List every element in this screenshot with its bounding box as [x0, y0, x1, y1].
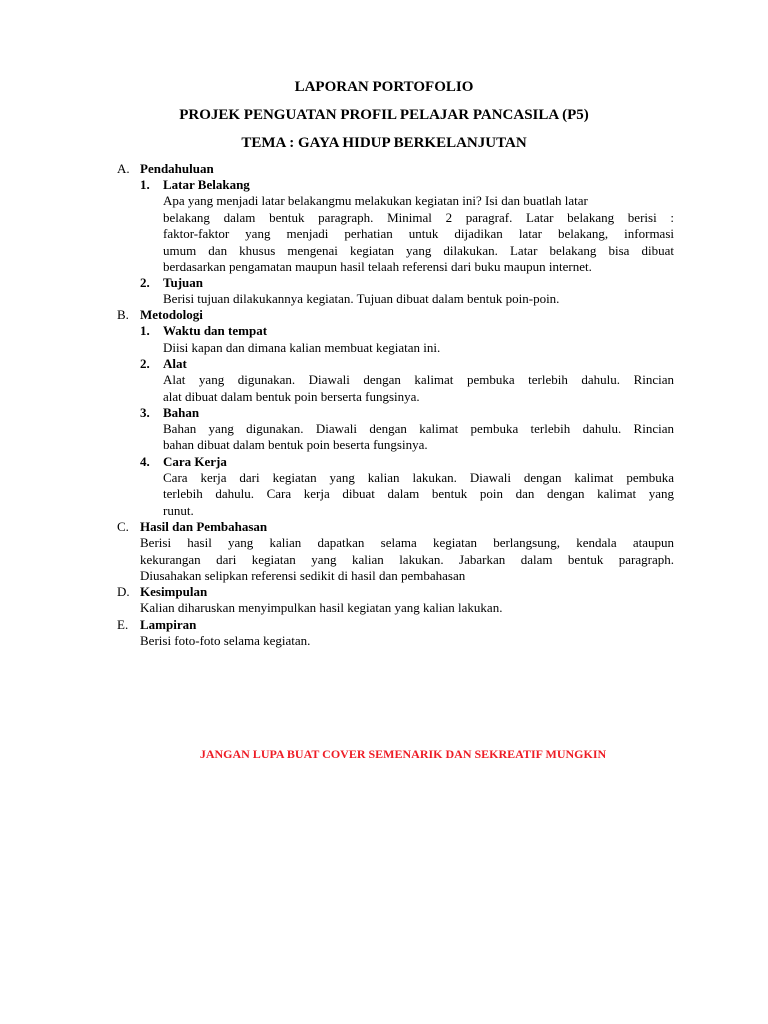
item-b2-title: Alat: [163, 356, 187, 371]
item-a2-marker: 2.: [140, 275, 150, 290]
item-b4-text-line: runut.: [163, 503, 194, 518]
item-a1-text-line: umum dan khusus mengenai kegiatan yang dilakukan. Latar belakang bisa dibuat: [163, 243, 674, 258]
item-b3-title: Bahan: [163, 405, 200, 420]
item-a1-text-line: Apa yang menjadi latar belakangmu melakukan kegiatan ini? Isi dan buatlah latar: [163, 193, 588, 208]
item-a1-title: Latar Belakang: [163, 177, 250, 192]
item-b3-text-line: bahan dibuat dalam bentuk poin beserta fungsinya.: [163, 437, 428, 452]
section-c-text-line: Berisi hasil yang kalian dapatkan selama kegiatan berlangsung, kendala ataupun: [140, 535, 674, 550]
item-a1-text-line: faktor-faktor yang menjadi perhatian untuk dijadikan latar belakang, informasi: [163, 226, 674, 241]
item-b2-text-line: Alat yang digunakan. Diawali dengan kalimat pembuka terlebih dahulu. Rincian: [163, 372, 674, 387]
section-e-title: Lampiran: [140, 617, 197, 632]
section-b-title: Metodologi: [140, 307, 203, 322]
item-a2-title: Tujuan: [163, 275, 203, 290]
section-c-text-line: kekurangan dari kegiatan yang kalian lakukan. Jabarkan dalam bentuk paragraph.: [140, 552, 674, 567]
section-a-title: Pendahuluan: [140, 161, 214, 176]
item-b4-title: Cara Kerja: [163, 454, 227, 469]
item-b4-marker: 4.: [140, 454, 150, 469]
section-d-marker: D.: [117, 584, 130, 599]
item-b1-title: Waktu dan tempat: [163, 323, 268, 338]
report-title: LAPORAN PORTOFOLIO: [294, 79, 474, 95]
section-e-text-line: Berisi foto-foto selama kegiatan.: [140, 633, 311, 648]
section-b-marker: B.: [117, 307, 129, 322]
section-e-marker: E.: [117, 617, 129, 632]
section-c-title: Hasil dan Pembahasan: [140, 519, 268, 534]
item-a1-marker: 1.: [140, 177, 150, 192]
item-b1-marker: 1.: [140, 323, 150, 338]
item-b2-text-line: alat dibuat dalam bentuk poin berserta fungsinya.: [163, 389, 420, 404]
item-b3-marker: 3.: [140, 405, 150, 420]
theme-title: TEMA : GAYA HIDUP BERKELANJUTAN: [241, 135, 527, 151]
section-d-text-line: Kalian diharuskan menyimpulkan hasil kegiatan yang kalian lakukan.: [140, 600, 503, 615]
item-a2-text-line: Berisi tujuan dilakukannya kegiatan. Tujuan dibuat dalam bentuk poin-poin.: [163, 291, 560, 306]
item-b1-text-line: Diisi kapan dan dimana kalian membuat kegiatan ini.: [163, 340, 441, 355]
cover-reminder-note: JANGAN LUPA BUAT COVER SEMENARIK DAN SEKREATIF MUNGKIN: [199, 747, 607, 761]
item-b4-text-line: terlebih dahulu. Cara kerja dibuat dalam bentuk poin dan dengan kalimat yang: [163, 486, 674, 501]
item-a1-text-line: belakang dalam bentuk paragraph. Minimal 2 paragraf. Latar belakang berisi :: [163, 210, 674, 225]
section-d-title: Kesimpulan: [140, 584, 208, 599]
section-c-text-line: Diusahakan selipkan referensi sedikit di hasil dan pembahasan: [140, 568, 466, 583]
section-a-marker: A.: [117, 161, 130, 176]
project-title: PROJEK PENGUATAN PROFIL PELAJAR PANCASILA (P5): [179, 107, 589, 123]
item-b3-text-line: Bahan yang digunakan. Diawali dengan kalimat pembuka terlebih dahulu. Rincian: [163, 421, 674, 436]
item-b2-marker: 2.: [140, 356, 150, 371]
item-b4-text-line: Cara kerja dari kegiatan yang kalian lakukan. Diawali dengan kalimat pembuka: [163, 470, 674, 485]
item-a1-text-line: berdasarkan pengamatan maupun hasil telaah referensi dari buku maupun internet.: [163, 259, 592, 274]
section-c-marker: C.: [117, 519, 129, 534]
